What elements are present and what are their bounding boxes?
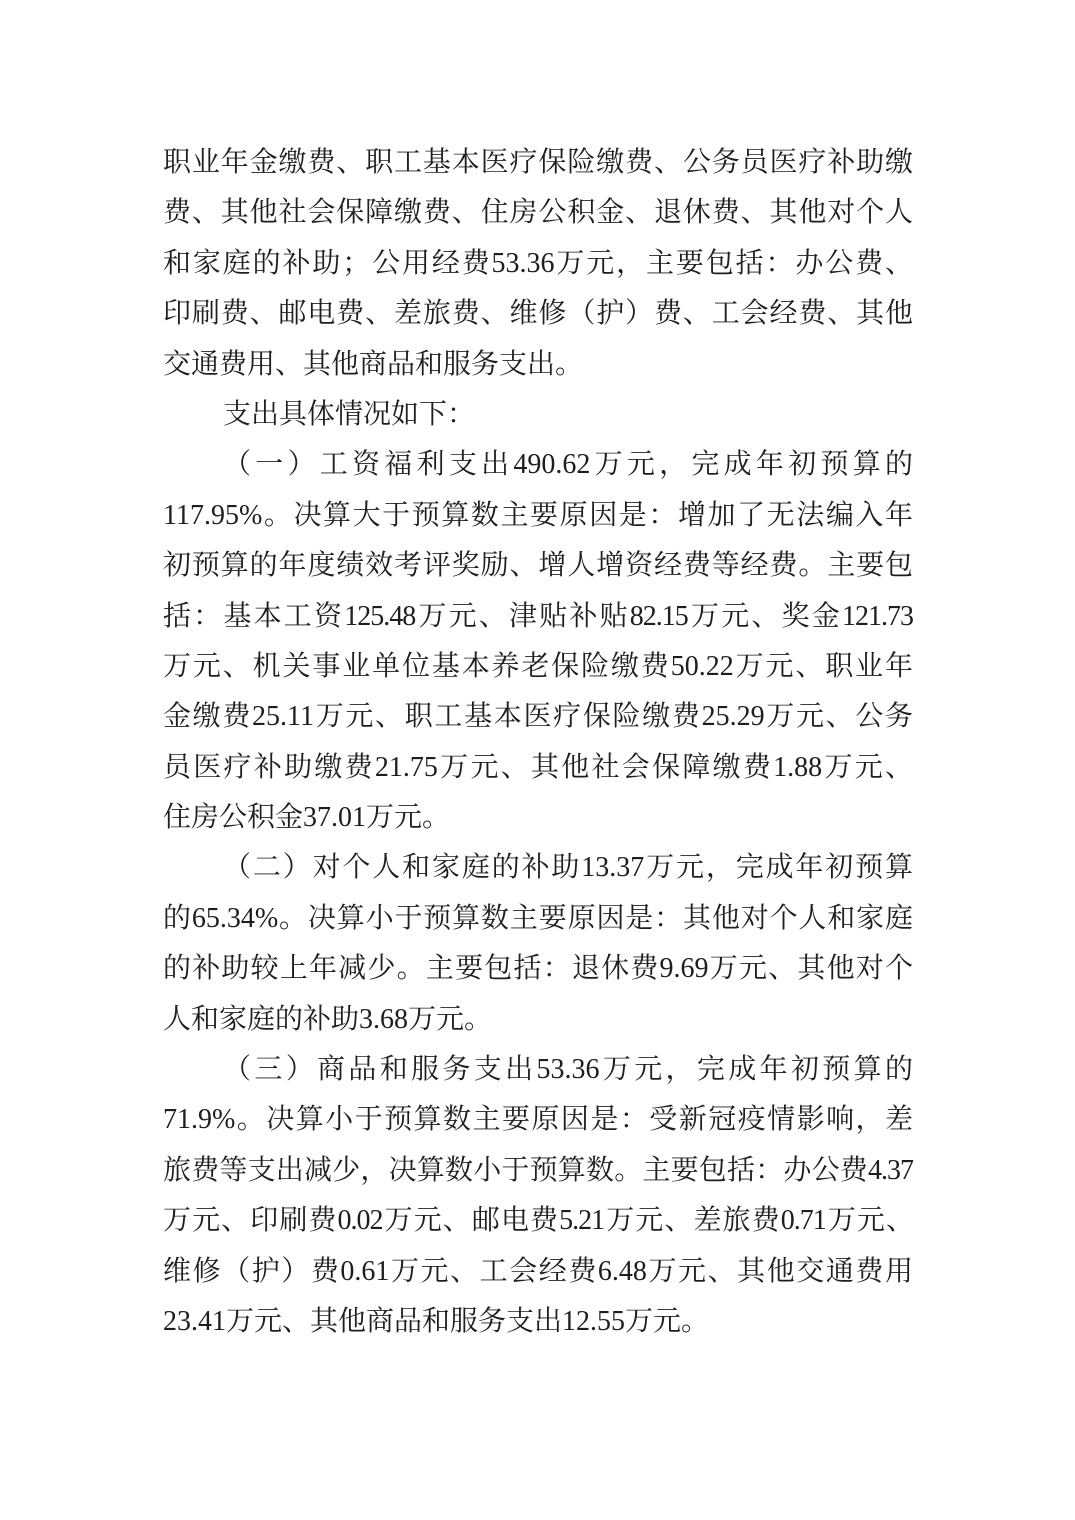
text-line: 的65.34%。决算小于预算数主要原因是：其他对个人和家庭 xyxy=(163,902,913,934)
text-line: 的补助较上年减少。主要包括：退休费9.69万元、其他对个 xyxy=(163,953,913,985)
text-line: 支出具体情况如下： xyxy=(223,398,476,430)
text-line: 和家庭的补助；公用经费53.36万元，主要包括：办公费、 xyxy=(163,247,913,279)
text-line: 费、其他社会保障缴费、住房公积金、退休费、其他对个人 xyxy=(163,197,913,229)
text-line: 金缴费25.11万元、职工基本医疗保险缴费25.29万元、公务 xyxy=(163,701,913,733)
text-line: 71.9%。决算小于预算数主要原因是：受新冠疫情影响，差 xyxy=(163,1104,913,1136)
text-line: （一）工资福利支出490.62万元，完成年初预算的 xyxy=(223,449,913,481)
text-line: 交通费用、其他商品和服务支出。 xyxy=(163,348,584,380)
text-line: 117.95%。决算大于预算数主要原因是：增加了无法编入年 xyxy=(163,499,913,531)
text-line: 23.41万元、其他商品和服务支出12.55万元。 xyxy=(163,1305,710,1337)
text-line: 住房公积金37.01万元。 xyxy=(163,802,451,834)
text-line: 万元、印刷费0.02万元、邮电费5.21万元、差旅费0.71万元、 xyxy=(163,1205,913,1237)
document-text-block xyxy=(163,138,913,1347)
text-line: 员医疗补助缴费21.75万元、其他社会保障缴费1.88万元、 xyxy=(163,751,913,783)
text-line: 括：基本工资125.48万元、津贴补贴82.15万元、奖金121.73 xyxy=(163,600,913,632)
text-line: 人和家庭的补助3.68万元。 xyxy=(163,1003,493,1035)
text-line: 初预算的年度绩效考评奖励、增人增资经费等经费。主要包 xyxy=(163,550,913,582)
text-line: （二）对个人和家庭的补助13.37万元，完成年初预算 xyxy=(223,852,913,884)
text-line: 旅费等支出减少，决算数小于预算数。主要包括：办公费4.37 xyxy=(163,1154,913,1186)
text-line: （三）商品和服务支出53.36万元，完成年初预算的 xyxy=(223,1054,913,1086)
text-line: 印刷费、邮电费、差旅费、维修（护）费、工会经费、其他 xyxy=(163,298,913,330)
text-line: 万元、机关事业单位基本养老保险缴费50.22万元、职业年 xyxy=(163,650,913,682)
text-line: 维修（护）费0.61万元、工会经费6.48万元、其他交通费用 xyxy=(163,1255,913,1287)
text-line: 职业年金缴费、职工基本医疗保险缴费、公务员医疗补助缴 xyxy=(163,147,913,178)
